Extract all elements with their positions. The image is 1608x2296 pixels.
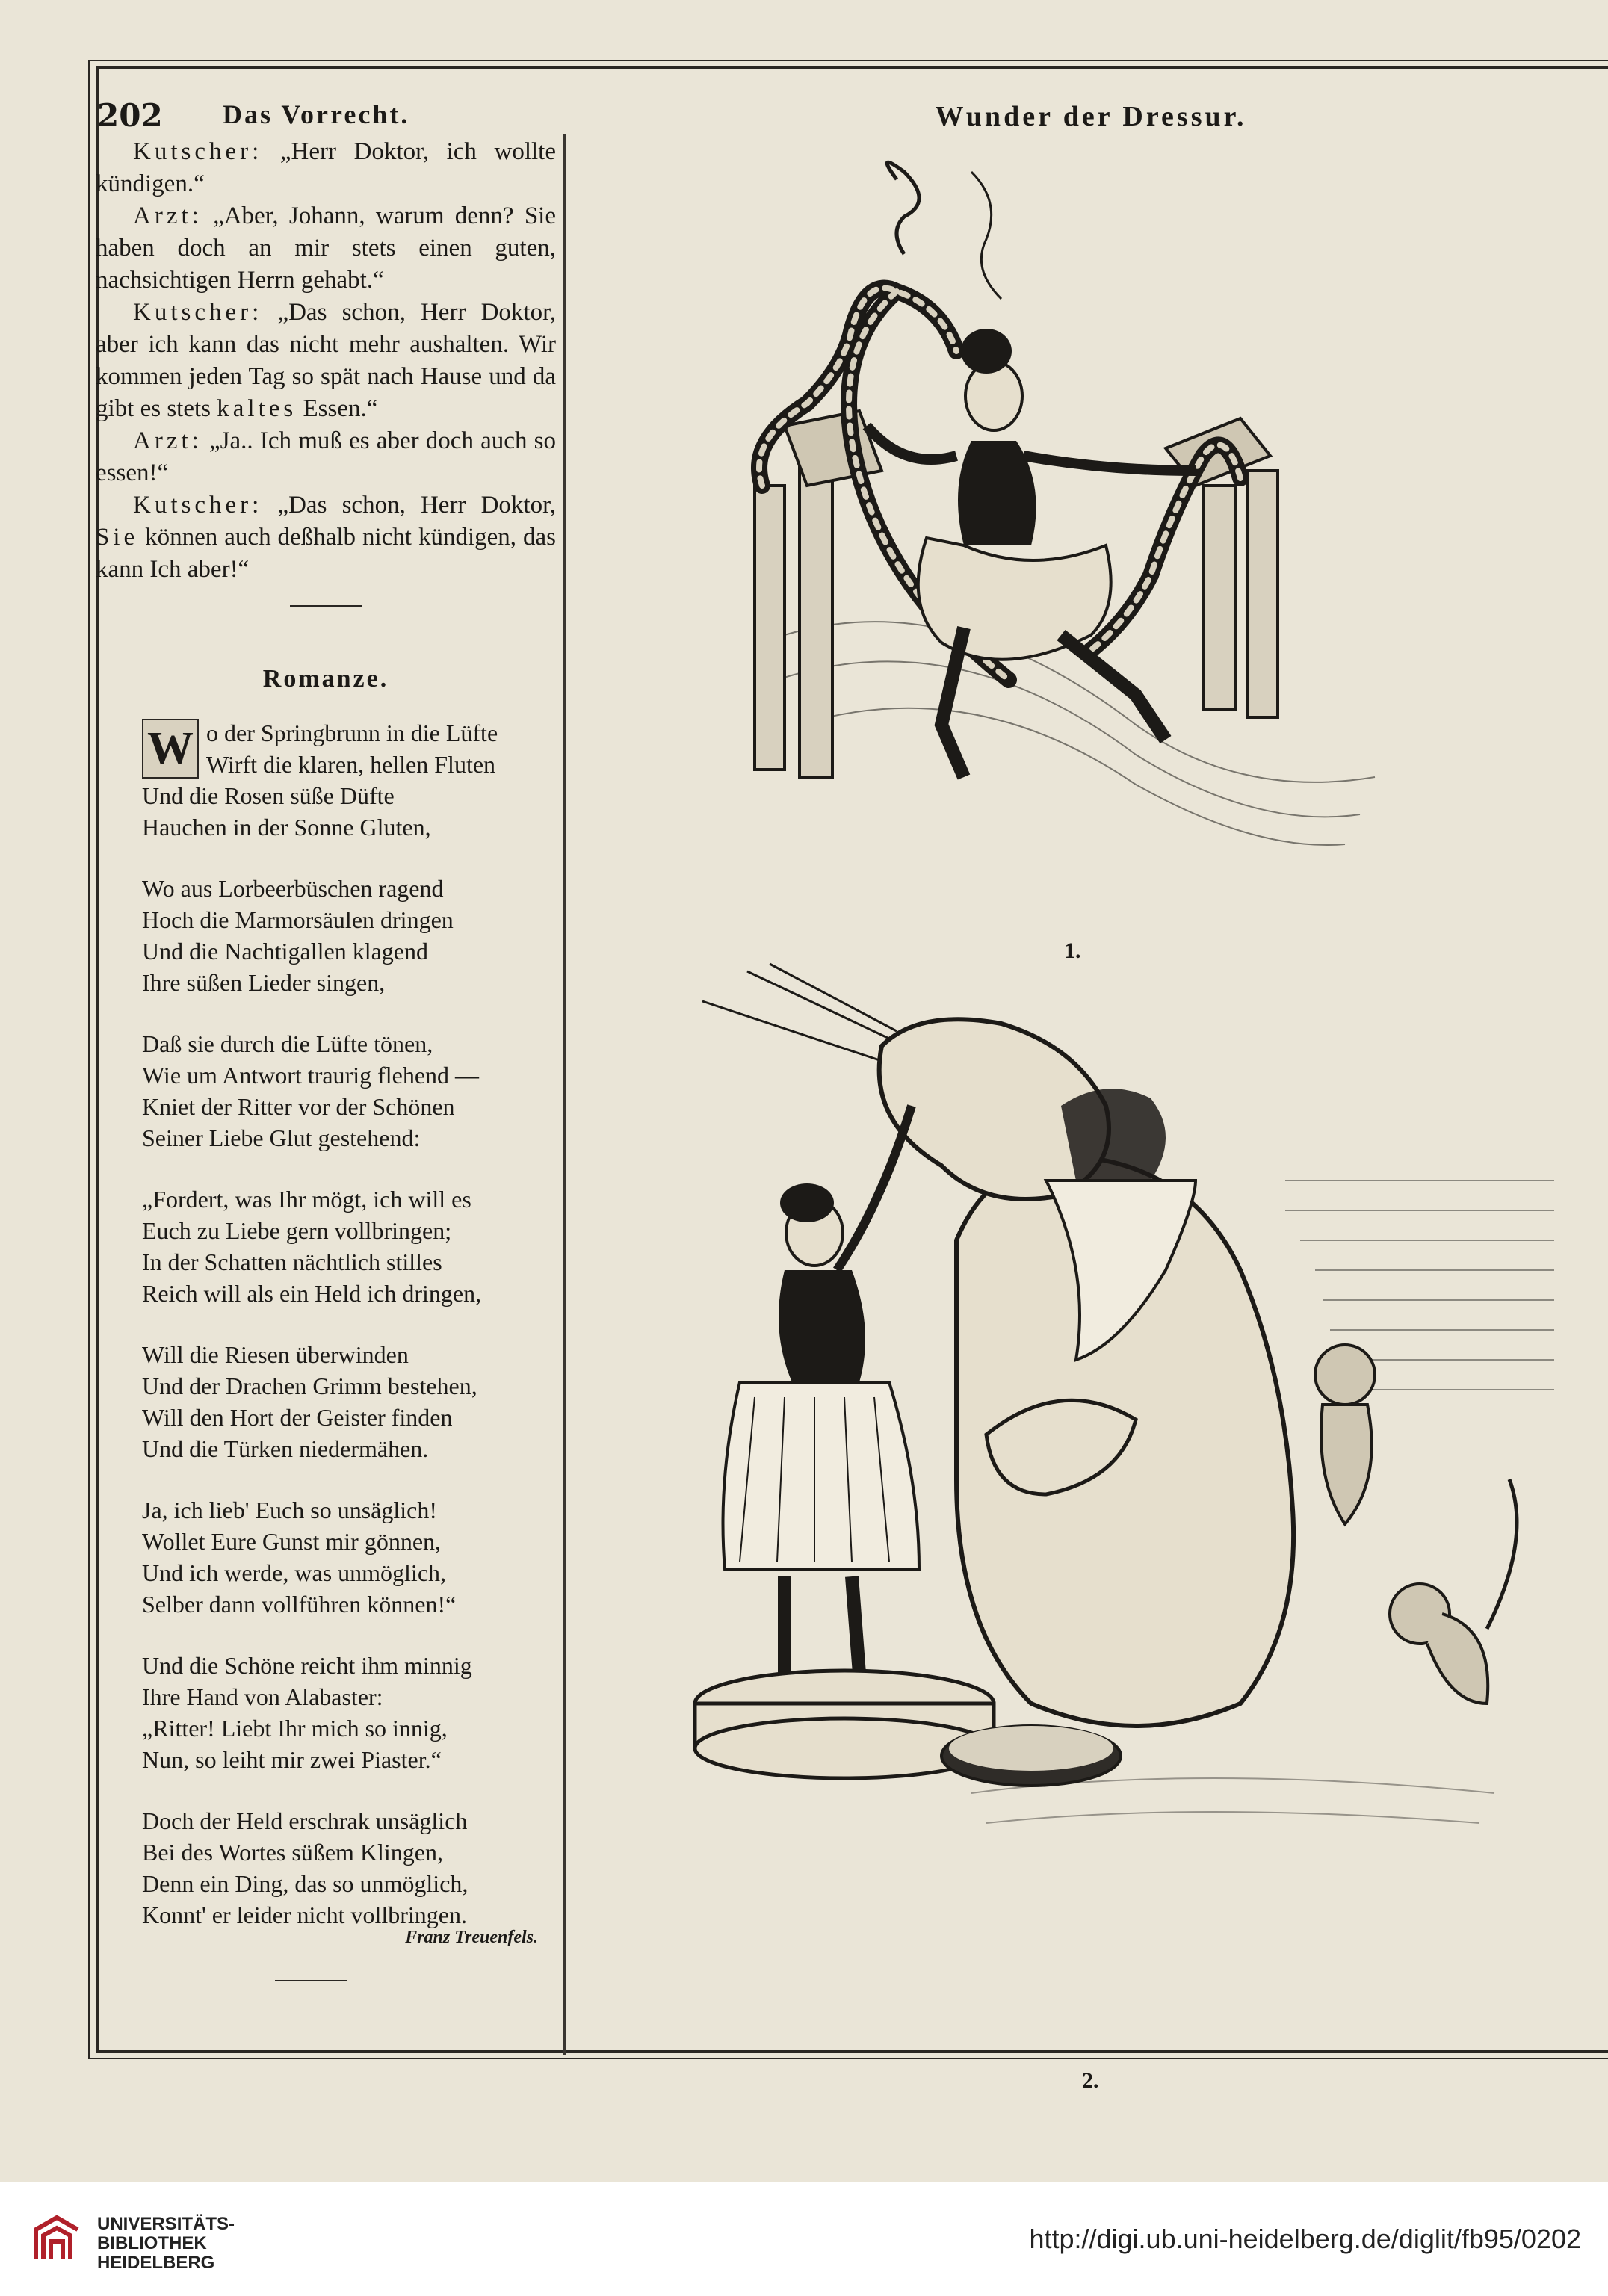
- university-library-logo-icon[interactable]: [30, 2212, 84, 2265]
- left-column: [96, 90, 560, 2017]
- speaker-label: Kutscher:: [133, 492, 263, 519]
- poem-line: Hoch die Marmorsäulen dringen: [142, 906, 454, 933]
- emphasis-word: Sie: [96, 524, 139, 551]
- poem-line: Reich will als ein Held ich dringen,: [142, 1280, 482, 1307]
- poem-line: Ihre süßen Lieder singen,: [142, 969, 386, 996]
- poem-line: „Fordert, was Ihr mögt, ich will es: [142, 1186, 471, 1213]
- poem-title: Romanze.: [262, 665, 389, 693]
- separator-rule-bottom: [275, 1980, 347, 1981]
- poem-line: Konnt' er leider nicht vollbringen.: [142, 1902, 467, 1928]
- speaker-label: Arzt:: [133, 427, 202, 454]
- poem-line: Euch zu Liebe gern vollbringen;: [142, 1217, 452, 1244]
- poem-line: Nun, so leiht mir zwei Piaster.“: [142, 1746, 442, 1773]
- library-name: [97, 2215, 235, 2273]
- poem-line: Wie um Antwort traurig flehend —: [142, 1062, 480, 1089]
- poem-line: Und die Schöne reicht ihm minnig: [142, 1652, 472, 1679]
- figure-number-1: 1.: [1064, 938, 1081, 963]
- snake-swing-drawing: [717, 157, 1390, 934]
- poem-line: Wo aus Lorbeerbüschen ragend: [142, 875, 444, 902]
- poem-stanza: [142, 1183, 560, 1309]
- poem-line: Daß sie durch die Lüfte tönen,: [142, 1030, 433, 1057]
- poem-stanza: [142, 1028, 560, 1154]
- poem-stanza: [142, 1650, 560, 1775]
- poem-line: Und die Rosen süße Düfte: [142, 782, 395, 809]
- poem-stanza: [142, 1494, 560, 1620]
- library-name-line3: HEIDELBERG: [97, 2253, 215, 2273]
- dialogue-text: können auch deßhalb nicht kündigen, das kann Ich aber!“: [96, 524, 556, 583]
- poem-line: Und die Nachtigallen klagend: [142, 938, 428, 965]
- section-title-dressur: Wunder der Dressur.: [935, 101, 1247, 132]
- source-url-link[interactable]: http://digi.ub.uni-heidelberg.de/diglit/fb95/0202: [1029, 2224, 1581, 2254]
- poem-line: Hauchen in der Sonne Gluten,: [142, 814, 431, 841]
- illustration-hippo-shave: [672, 956, 1569, 2055]
- poem-line: Kniet der Ritter vor der Schönen: [142, 1093, 455, 1120]
- speaker-label: Kutscher:: [133, 138, 263, 165]
- dialogue-text: „Herr Doktor, ich wollte kündigen.“: [96, 138, 556, 197]
- poem-line: o der Springbrunn in die Lüfte: [206, 720, 498, 746]
- poem-line: Seiner Liebe Glut gestehend:: [142, 1124, 421, 1151]
- page-number: 202: [97, 97, 163, 134]
- poem-line: In der Schatten nächtlich stilles: [142, 1248, 442, 1275]
- poem-line: Ihre Hand von Alabaster:: [142, 1683, 383, 1710]
- column-divider: [563, 134, 566, 2055]
- dialogue-prose: [96, 136, 556, 586]
- poem-line: Und ich werde, was unmöglich,: [142, 1559, 447, 1586]
- poem-stanza: [142, 1805, 560, 1931]
- dialogue-paragraph: [96, 200, 556, 297]
- poem-line: Selber dann vollführen können!“: [142, 1591, 457, 1618]
- poem-line: Und die Türken niedermähen.: [142, 1435, 429, 1462]
- emphasis-word: kaltes: [217, 395, 297, 422]
- poem-line: Und der Drachen Grimm bestehen,: [142, 1373, 477, 1399]
- poem-stanza: [142, 717, 560, 843]
- dialogue-paragraph: [96, 489, 556, 586]
- dialogue-text: „Das schon, Herr Doktor, aber ich kann das nicht mehr aushalten. Wir kommen jeden Tag so spät nach Hause und da gibt es stets: [96, 299, 556, 422]
- poem-line: Ja, ich lieb' Euch so unsäglich!: [142, 1497, 437, 1523]
- poem-stanza: [142, 1339, 560, 1464]
- library-name-line1: UNIVERSITÄTS-: [97, 2214, 235, 2234]
- poem-line: Bei des Wortes süßem Klingen,: [142, 1839, 443, 1866]
- poem-romanze: [142, 717, 560, 1961]
- dialogue-paragraph: [96, 425, 556, 489]
- separator-rule: [290, 605, 362, 607]
- illustration-snake-swing: [717, 157, 1390, 934]
- dialogue-paragraph: [96, 136, 556, 200]
- poem-line: Will den Hort der Geister finden: [142, 1404, 453, 1431]
- poem-author: Franz Treuenfels.: [405, 1928, 538, 1947]
- poem-line: Doch der Held erschrak unsäglich: [142, 1807, 468, 1834]
- poem-line: Wollet Eure Gunst mir gönnen,: [142, 1528, 442, 1555]
- poem-line: Denn ein Ding, das so unmöglich,: [142, 1870, 469, 1897]
- right-column: [568, 90, 1608, 2093]
- speaker-label: Arzt:: [133, 202, 202, 229]
- speaker-label: Kutscher:: [133, 299, 263, 326]
- library-name-line2: BIBLIOTHEK: [97, 2233, 207, 2253]
- dropcap-initial: W: [142, 719, 199, 779]
- library-footer: [0, 2182, 1608, 2296]
- hippo-shave-drawing: [672, 956, 1569, 2055]
- section-title-vorrecht: Das Vorrecht.: [223, 99, 410, 129]
- dialogue-text: „Aber, Johann, warum denn? Sie haben doch an mir stets einen guten, nachsichtigen Herrn gehabt.“: [96, 202, 556, 294]
- figure-number-2: 2.: [1082, 2068, 1099, 2093]
- poem-line: Wirft die klaren, hellen Fluten: [206, 751, 496, 778]
- dialogue-text: Essen.“: [303, 395, 378, 422]
- dialogue-paragraph: [96, 297, 556, 425]
- poem-line: Will die Riesen überwinden: [142, 1341, 409, 1368]
- dialogue-text: „Das schon, Herr Doktor,: [277, 492, 556, 519]
- dialogue-text: „Ja.. Ich muß es aber doch auch so essen!“: [96, 427, 557, 486]
- poem-line: „Ritter! Liebt Ihr mich so innig,: [142, 1715, 448, 1742]
- poem-stanza: [142, 873, 560, 998]
